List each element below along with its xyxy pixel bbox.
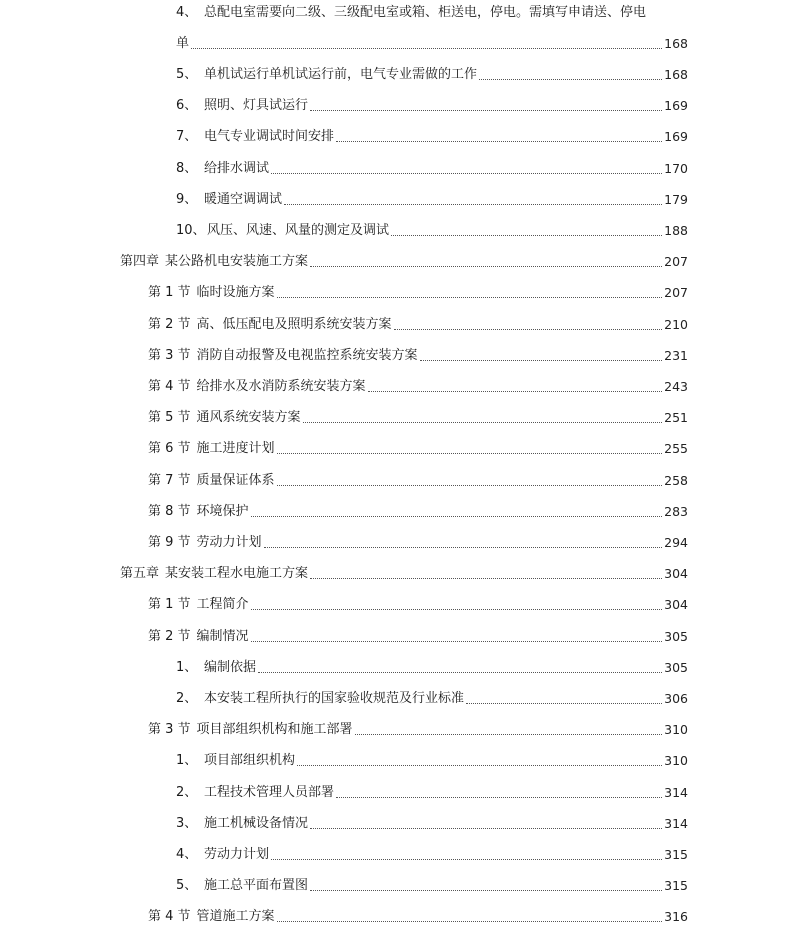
dot-leader <box>368 391 663 392</box>
toc-entry-title: 工程简介 <box>196 597 249 612</box>
toc-entry[interactable] <box>176 748 688 770</box>
toc-entry[interactable] <box>176 218 688 240</box>
toc-entry-title: 给排水及水消防系统安装方案 <box>196 379 366 394</box>
toc-entry-page: 310 <box>664 722 688 737</box>
toc-entry[interactable] <box>148 468 688 490</box>
toc-entry-page: 170 <box>664 161 688 176</box>
dot-leader <box>310 890 662 891</box>
toc-entry-number: 第 4 节 <box>148 379 191 394</box>
toc-entry-page: 169 <box>664 98 688 113</box>
toc-entry-page: 315 <box>664 878 688 893</box>
toc-entry[interactable] <box>176 842 688 864</box>
toc-entry-title: 给排水调试 <box>204 161 270 176</box>
toc-entry-page: 251 <box>664 410 688 425</box>
dot-leader <box>297 765 662 766</box>
toc-entry[interactable] <box>176 62 688 84</box>
toc-entry[interactable] <box>148 312 688 334</box>
toc-entry[interactable] <box>176 93 688 115</box>
toc-entry-title: 劳动力计划 <box>196 535 262 550</box>
dot-leader <box>251 609 663 610</box>
toc-entry-page: 294 <box>664 535 688 550</box>
toc-entry-title: 消防自动报警及电视监控系统安装方案 <box>196 348 418 363</box>
dot-leader <box>336 797 662 798</box>
dot-leader <box>336 141 662 142</box>
toc-entry-page: 255 <box>664 441 688 456</box>
toc-entry[interactable] <box>148 530 688 552</box>
toc-entry[interactable] <box>148 436 688 458</box>
toc-entry[interactable] <box>148 374 688 396</box>
toc-entry-title: 质量保证体系 <box>196 473 275 488</box>
toc-entry-number: 5、 <box>176 67 198 82</box>
dot-leader <box>251 516 663 517</box>
toc-entry-page: 305 <box>664 660 688 675</box>
toc-entry-number: 10、 <box>176 223 206 238</box>
toc-entry-title: 暖通空调调试 <box>204 192 283 207</box>
dot-leader <box>310 828 662 829</box>
toc-entry-page: 207 <box>664 285 688 300</box>
toc-entry-number: 第 9 节 <box>148 535 191 550</box>
toc-entry-page: 258 <box>664 473 688 488</box>
dot-leader <box>310 110 662 111</box>
toc-entry[interactable] <box>148 592 688 614</box>
toc-entry-page: 168 <box>664 36 688 51</box>
toc-entry-page: 179 <box>664 192 688 207</box>
toc-entry-number: 7、 <box>176 129 198 144</box>
toc-entry-page: 314 <box>664 816 688 831</box>
toc-entry-title: 本安装工程所执行的国家验收规范及行业标准 <box>204 691 465 706</box>
toc-entry-number: 第四章 <box>120 254 160 269</box>
toc-entry-number: 9、 <box>176 192 198 207</box>
toc-entry-number: 第 7 节 <box>148 473 191 488</box>
toc-entry-number: 4、 <box>176 847 198 862</box>
dot-leader <box>479 79 662 80</box>
dot-leader <box>271 859 662 860</box>
toc-entry[interactable] <box>176 187 688 209</box>
toc-entry-number: 第 3 节 <box>148 348 191 363</box>
toc-entry-number: 3、 <box>176 816 198 831</box>
toc-entry-page: 188 <box>664 223 688 238</box>
toc-entry-page: 316 <box>664 909 688 924</box>
toc-entry-title: 单机试运行单机试运行前，电气专业需做的工作 <box>204 67 478 82</box>
toc-entry-title: 高、低压配电及照明系统安装方案 <box>196 317 392 332</box>
toc-entry[interactable] <box>120 249 688 271</box>
toc-entry-page: 306 <box>664 691 688 706</box>
toc-entry-page: 314 <box>664 785 688 800</box>
toc-entry[interactable] <box>176 0 646 22</box>
toc-entry-title: 项目部组织机构和施工部署 <box>196 722 353 737</box>
toc-entry[interactable] <box>176 686 688 708</box>
toc-entry[interactable] <box>176 873 688 895</box>
dot-leader <box>391 235 662 236</box>
toc-entry-number: 8、 <box>176 161 198 176</box>
dot-leader <box>310 266 662 267</box>
dot-leader <box>284 204 662 205</box>
toc-entry-number: 第 2 节 <box>148 317 191 332</box>
toc-entry-number: 第 1 节 <box>148 597 191 612</box>
toc-entry-number: 2、 <box>176 691 198 706</box>
dot-leader <box>277 485 663 486</box>
toc-entry-title: 通风系统安装方案 <box>196 410 301 425</box>
toc-entry-title: 临时设施方案 <box>196 285 275 300</box>
toc-entry[interactable] <box>148 280 688 302</box>
toc-entry-title: 劳动力计划 <box>204 847 270 862</box>
toc-entry-number: 第 5 节 <box>148 410 191 425</box>
toc-entry-number: 2、 <box>176 785 198 800</box>
toc-entry[interactable] <box>148 499 688 521</box>
toc-entry-title: 环境保护 <box>196 504 249 519</box>
dot-leader <box>394 329 663 330</box>
toc-entry-number: 第 1 节 <box>148 285 191 300</box>
toc-entry[interactable] <box>148 343 688 365</box>
toc-entry-title: 编制情况 <box>196 629 249 644</box>
dot-leader <box>466 703 662 704</box>
toc-entry-title-continued: 单 <box>176 36 190 51</box>
dot-leader <box>191 48 662 49</box>
toc-entry-page: 315 <box>664 847 688 862</box>
toc-entry-title: 项目部组织机构 <box>204 753 296 768</box>
toc-entry-number: 第 4 节 <box>148 909 191 924</box>
toc-entry-page: 305 <box>664 629 688 644</box>
toc-entry-number: 第五章 <box>120 566 160 581</box>
toc-entry[interactable] <box>148 717 688 739</box>
toc-entry-number: 6、 <box>176 98 198 113</box>
toc-entry-number: 第 6 节 <box>148 441 191 456</box>
toc-entry-page: 168 <box>664 67 688 82</box>
toc-entry-title: 工程技术管理人员部署 <box>204 785 335 800</box>
toc-entry-title: 电气专业调试时间安排 <box>204 129 335 144</box>
toc-entry-number: 4、 <box>176 5 198 20</box>
toc-entry-title: 风压、风速、风量的测定及调试 <box>207 223 390 238</box>
toc-entry-title: 编制依据 <box>204 660 257 675</box>
toc-entry[interactable] <box>120 561 688 583</box>
toc-entry-title: 施工总平面布置图 <box>204 878 309 893</box>
toc-entry-number: 5、 <box>176 878 198 893</box>
dot-leader <box>420 360 663 361</box>
toc-entry-title: 某安装工程水电施工方案 <box>165 566 309 581</box>
toc-entry-page: 243 <box>664 379 688 394</box>
toc-entry[interactable] <box>176 124 688 146</box>
toc-entry[interactable] <box>148 624 688 646</box>
toc-entry-continuation[interactable] <box>176 31 688 53</box>
toc-entry-title: 施工进度计划 <box>196 441 275 456</box>
toc-entry-number: 第 2 节 <box>148 629 191 644</box>
toc-entry-number: 1、 <box>176 660 198 675</box>
toc-entry[interactable] <box>176 780 688 802</box>
toc-entry-page: 283 <box>664 504 688 519</box>
toc-entry-number: 1、 <box>176 753 198 768</box>
toc-entry-page: 304 <box>664 566 688 581</box>
toc-entry[interactable] <box>176 655 688 677</box>
dot-leader <box>271 173 662 174</box>
toc-entry[interactable] <box>176 156 688 178</box>
dot-leader <box>277 297 663 298</box>
toc-entry-page: 207 <box>664 254 688 269</box>
toc-entry-page: 210 <box>664 317 688 332</box>
dot-leader <box>303 422 663 423</box>
toc-entry-title: 总配电室需要向二级、三级配电室或箱、柜送电，停电。需填写申请送、停电 <box>204 5 647 20</box>
toc-entry[interactable] <box>148 405 688 427</box>
toc-entry-title: 管道施工方案 <box>196 909 275 924</box>
dot-leader <box>277 921 663 922</box>
dot-leader <box>355 734 663 735</box>
dot-leader <box>251 641 663 642</box>
toc-entry-title: 某公路机电安装施工方案 <box>165 254 309 269</box>
dot-leader <box>258 672 662 673</box>
toc-entry-number: 第 8 节 <box>148 504 191 519</box>
toc-entry-page: 304 <box>664 597 688 612</box>
toc-entry-page: 231 <box>664 348 688 363</box>
toc-entry-title: 照明、灯具试运行 <box>204 98 309 113</box>
dot-leader <box>310 578 662 579</box>
dot-leader <box>277 453 663 454</box>
toc-entry[interactable] <box>148 904 688 926</box>
toc-entry-number: 第 3 节 <box>148 722 191 737</box>
dot-leader <box>264 547 663 548</box>
toc-entry[interactable] <box>176 811 688 833</box>
toc-entry-title: 施工机械设备情况 <box>204 816 309 831</box>
toc-entry-page: 169 <box>664 129 688 144</box>
toc-entry-page: 310 <box>664 753 688 768</box>
